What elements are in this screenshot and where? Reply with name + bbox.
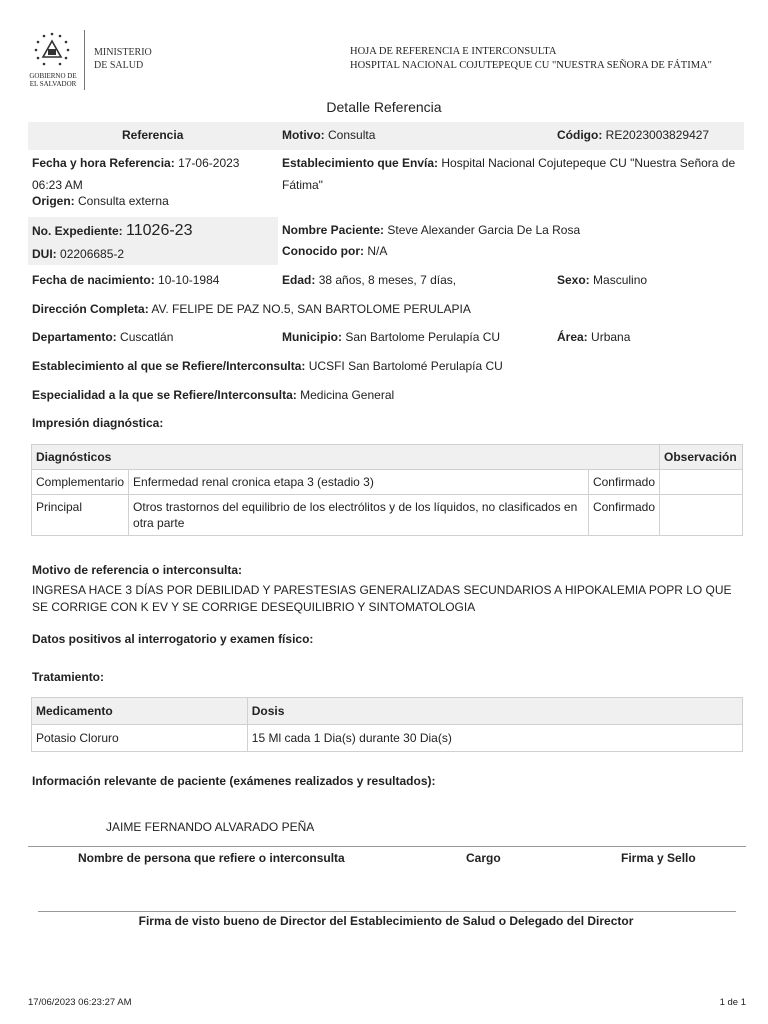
expediente-value: 11026-23: [126, 222, 193, 239]
direccion-field: [32, 300, 471, 318]
table-row: [32, 470, 743, 495]
motivo-referencia-text: INGRESA HACE 3 DÍAS POR DEBILIDAD Y PARESTESIAS GENERALIZADAS SECUNDARIOS A HIPOKALEMIA POPR LO QUE SE CORRIGE CON K EV Y SE CORRIGE DESEQUILIBRIO Y SINTOMATOLOGIA: [32, 583, 732, 614]
establecimiento-envia-value-1: Hospital Nacional Cojutepeque CU "Nuestra Señora de: [441, 156, 736, 170]
municipio-value: San Bartolome Perulapía CU: [345, 330, 501, 344]
paciente-value: Steve Alexander Garcia De La Rosa: [387, 223, 581, 237]
sexo-value: Masculino: [593, 273, 648, 287]
nacimiento-label: Fecha de nacimiento:: [32, 273, 155, 287]
hora-value: 06:23 AM: [32, 178, 83, 192]
diagnosticos-header-row: [32, 445, 743, 470]
origen-label: Origen:: [32, 194, 75, 208]
seal-icon: [32, 30, 72, 70]
paciente-field: [282, 221, 580, 239]
footer-timestamp: 17/06/2023 06:23:27 AM: [28, 997, 132, 1008]
tratamiento-header-row: [32, 698, 743, 725]
codigo-label: Código:: [557, 128, 603, 142]
observacion-header: Observación: [660, 445, 743, 470]
director-firma-label: Firma de visto bueno de Director del Establecimiento de Salud o Delegado del Director: [138, 914, 634, 928]
dui-label: DUI:: [32, 247, 57, 261]
establecimiento-refiere-label: Establecimiento al que se Refiere/Interconsulta:: [32, 359, 306, 373]
direccion-label: Dirección Completa:: [32, 302, 149, 316]
sexo-label: Sexo:: [557, 273, 590, 287]
diag-tipo: Complementario: [32, 470, 129, 495]
expediente-field: [32, 222, 192, 240]
conocido-label: Conocido por:: [282, 244, 364, 258]
origen-value: Consulta externa: [78, 194, 169, 208]
datos-positivos-label: Datos positivos al interrogatorio y examen físico:: [32, 632, 314, 646]
area-value: Urbana: [591, 330, 631, 344]
director-signature-line: [38, 911, 736, 912]
referring-person-name: JAIME FERNANDO ALVARADO PEÑA: [106, 820, 315, 834]
table-row: [32, 725, 743, 752]
diag-descripcion: Enfermedad renal cronica etapa 3 (estadio 3): [129, 470, 589, 495]
especialidad-label: Especialidad a la que se Refiere/Interconsulta:: [32, 388, 297, 402]
establecimiento-envia-label: Establecimiento que Envía:: [282, 156, 439, 170]
establecimiento-refiere-value: UCSFI San Bartolomé Perulapía CU: [308, 359, 503, 373]
nombre-persona-label: Nombre de persona que refiere o interconsulta: [78, 851, 345, 865]
codigo-value: RE2023003829427: [605, 128, 710, 142]
ministry-name-line1: MINISTERIO: [94, 47, 152, 58]
departamento-value: Cuscatlán: [120, 330, 174, 344]
motivo-referencia-label: Motivo de referencia o interconsulta:: [32, 563, 243, 577]
tratamiento-label: Tratamiento:: [32, 670, 105, 684]
table-row: [32, 495, 743, 536]
edad-field: [282, 271, 456, 289]
area-field: [557, 328, 630, 346]
seal-caption: GOBIERNO DE EL SALVADOR: [29, 72, 77, 88]
info-relevante-label: Información relevante de paciente (exámenes realizados y resultados):: [32, 774, 436, 788]
diag-obs: [660, 495, 743, 536]
ministry-name-line2: DE SALUD: [94, 60, 144, 71]
municipio-field: [282, 328, 500, 346]
nacimiento-value: 10-10-1984: [158, 273, 220, 287]
government-seal: [32, 30, 72, 70]
dosis-cell: 15 Ml cada 1 Dia(s) durante 30 Dia(s): [247, 725, 742, 752]
conocido-value: N/A: [367, 244, 388, 258]
document-title: HOJA DE REFERENCIA E INTERCONSULTA: [350, 46, 557, 57]
medicamento-header: Medicamento: [32, 698, 248, 725]
paciente-label: Nombre Paciente:: [282, 223, 385, 237]
diagnosticos-header: Diagnósticos: [32, 445, 660, 470]
diag-descripcion: Otros trastornos del equilibrio de los electrólitos y de los líquidos, no clasificados en otra parte: [129, 495, 589, 536]
codigo-field: [557, 126, 709, 144]
motivo-field: [282, 126, 375, 144]
section-title: Detalle Referencia: [326, 99, 442, 115]
nacimiento-field: [32, 271, 219, 289]
area-label: Área:: [557, 330, 588, 344]
diag-estado: Confirmado: [588, 495, 659, 536]
departamento-label: Departamento:: [32, 330, 117, 344]
diag-tipo: Principal: [32, 495, 129, 536]
footer-page-number: 1 de 1: [719, 997, 746, 1008]
dui-field: [32, 245, 124, 263]
cargo-label: Cargo: [466, 851, 501, 865]
diagnosticos-table: [31, 444, 743, 536]
diag-obs: [660, 470, 743, 495]
diag-estado: Confirmado: [588, 470, 659, 495]
especialidad-field: [32, 386, 394, 404]
establecimiento-envia-value-2: Fátima": [282, 178, 323, 192]
edad-label: Edad:: [282, 273, 316, 287]
fecha-field: [32, 154, 239, 172]
edad-value: 38 años, 8 meses, 7 días,: [318, 273, 457, 287]
tratamiento-table: [31, 697, 743, 752]
departamento-field: [32, 328, 173, 346]
establecimiento-refiere-field: [32, 357, 503, 375]
motivo-label: Motivo:: [282, 128, 325, 142]
fecha-value: 17-06-2023: [178, 156, 240, 170]
expediente-label: No. Expediente:: [32, 224, 123, 238]
dosis-header: Dosis: [247, 698, 742, 725]
medicamento-cell: Potasio Cloruro: [32, 725, 248, 752]
sexo-field: [557, 271, 647, 289]
impresion-label: Impresión diagnóstica:: [32, 416, 164, 430]
hospital-name: HOSPITAL NACIONAL COJUTEPEQUE CU "NUESTRA SEÑORA DE FÁTIMA": [350, 60, 712, 71]
especialidad-value: Medicina General: [300, 388, 395, 402]
motivo-value: Consulta: [328, 128, 376, 142]
establecimiento-envia-field: [282, 154, 742, 172]
direccion-value: AV. FELIPE DE PAZ NO.5, SAN BARTOLOME PERULAPIA: [151, 302, 471, 316]
municipio-label: Municipio:: [282, 330, 342, 344]
header-divider: [84, 30, 85, 90]
referencia-label: Referencia: [122, 128, 184, 142]
firma-sello-label: Firma y Sello: [621, 851, 696, 865]
conocido-field: [282, 242, 387, 260]
dui-value: 02206685-2: [60, 247, 125, 261]
signature-line: [28, 846, 746, 847]
origen-field: [32, 192, 169, 210]
fecha-label: Fecha y hora Referencia:: [32, 156, 175, 170]
